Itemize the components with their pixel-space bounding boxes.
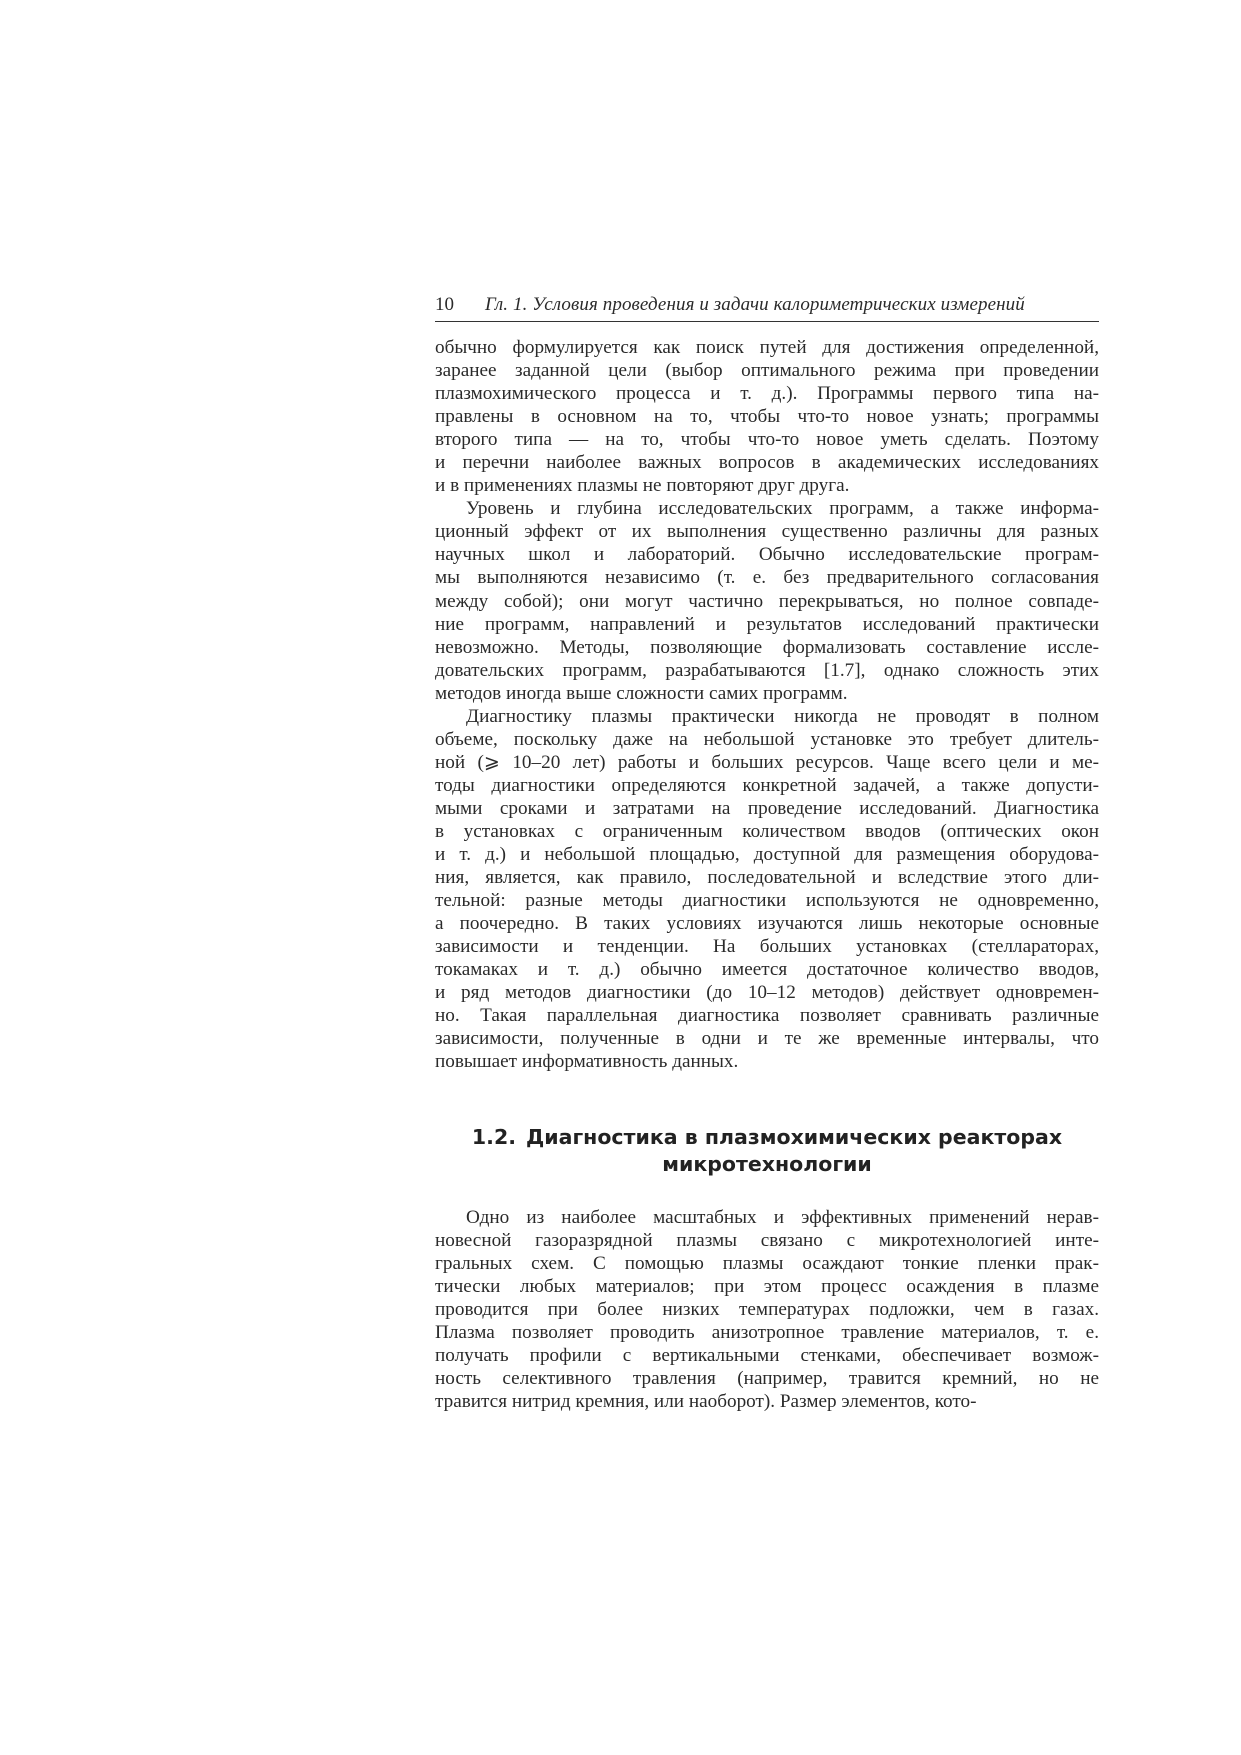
text-line: Уровень и глубина исследовательских программ, а также информа- — [466, 498, 1099, 520]
section-body-text — [435, 1206, 1099, 1413]
text-line: травится нитрид кремния, или наоборот). Размер элементов, кото- — [435, 1390, 977, 1412]
text-line: Плазма позволяет проводить анизотропное травление материалов, т. е. — [435, 1321, 1099, 1343]
text-line: и т. д.) и небольшой площадью, доступной для размещения оборудова- — [435, 844, 1099, 866]
running-title: Гл. 1. Условия проведения и задачи калориметрических измерений — [485, 294, 1025, 315]
text-line: тоды диагностики определяются конкретной задачей, а также допусти- — [435, 774, 1099, 796]
paragraph — [435, 336, 1099, 497]
text-line: а поочередно. В таких условиях изучаются лишь некоторые основные — [435, 913, 1099, 935]
text-line: довательских программ, разрабатываются [1.7], однако сложность этих — [435, 659, 1099, 681]
text-line: мы выполняются независимо (т. е. без предварительного согласования — [435, 567, 1099, 589]
text-line: и ряд методов диагностики (до 10–12 методов) действует одновремен- — [435, 982, 1099, 1004]
text-line: второго типа — на то, чтобы что-то новое уметь сделать. Поэтому — [435, 429, 1099, 451]
section-heading — [435, 1124, 1099, 1178]
body-text — [435, 336, 1099, 1074]
text-line: тельной: разные методы диагностики используются не одновременно, — [435, 890, 1099, 912]
text-line: гральных схем. С помощью плазмы осаждают тонкие пленки прак- — [435, 1252, 1099, 1274]
text-line: методов иногда выше сложности самих программ. — [435, 682, 848, 704]
text-line: и в применениях плазмы не повторяют друг друга. — [435, 475, 850, 497]
text-line: между собой); они могут частично перекрываться, но полное совпаде- — [435, 590, 1099, 612]
text-line: обычно формулируется как поиск путей для достижения определенной, — [435, 337, 1099, 358]
text-line: но. Такая параллельная диагностика позволяет сравнивать различные — [435, 1005, 1099, 1027]
page-number: 10 — [435, 294, 454, 315]
text-line: новесной газоразрядной плазмы связано с микротехнологией инте- — [435, 1229, 1099, 1251]
paragraph — [435, 497, 1099, 704]
text-line: объеме, поскольку даже на небольшой установке это требует длитель- — [435, 728, 1099, 750]
paragraph — [435, 705, 1099, 1074]
text-line: зависимости и тенденции. На больших установках (стеллараторах, — [435, 936, 1099, 958]
text-line: в установках с ограниченным количеством вводов (оптических окон — [435, 820, 1099, 842]
text-line: зависимости, полученные в одни и те же временные интервалы, что — [435, 1028, 1099, 1050]
text-line: получать профили с вертикальными стенками, обеспечивает возмож- — [435, 1344, 1099, 1366]
text-line: ность селективного травления (например, травится кремний, но не — [435, 1367, 1099, 1389]
text-line: токамаках и т. д.) обычно имеется достаточное количество вводов, — [435, 959, 1099, 981]
text-line: ния, является, как правило, последовательной и вследствие этого дли- — [435, 867, 1099, 889]
text-line: и перечни наиболее важных вопросов в академических исследованиях — [435, 452, 1099, 474]
paragraph — [435, 1206, 1099, 1413]
text-line: ной (⩾ 10–20 лет) работы и больших ресурсов. Чаще всего цели и ме- — [435, 751, 1099, 773]
section-number: 1.2. — [471, 1124, 517, 1149]
text-line: плазмохимического процесса и т. д.). Программы первого типа на- — [435, 383, 1099, 405]
text-line: тически любых материалов; при этом процесс осаждения в плазме — [435, 1275, 1099, 1297]
text-line: ние программ, направлений и результатов исследований практически — [435, 613, 1099, 635]
running-header — [435, 294, 1099, 322]
text-line: мыми сроками и затратами на проведение исследований. Диагностика — [435, 797, 1099, 819]
text-line: Одно из наиболее масштабных и эффективных применений нерав- — [466, 1206, 1099, 1228]
text-line: невозможно. Методы, позволяющие формализовать составление иссле- — [435, 636, 1099, 658]
section-title-line-1: Диагностика в плазмохимических реакторах — [526, 1124, 1063, 1149]
section-heading-line-1 — [435, 1124, 1099, 1151]
book-page — [435, 294, 1099, 1413]
section-title-line-2: микротехнологии — [662, 1151, 872, 1176]
text-line: повышает информативность данных. — [435, 1051, 739, 1073]
text-line: научных школ и лабораторий. Обычно исследовательские програм- — [435, 544, 1099, 566]
text-line: ционный эффект от их выполнения существенно различны для разных — [435, 521, 1099, 543]
text-line: правлены в основном на то, чтобы что-то новое узнать; программы — [435, 406, 1099, 428]
text-line: Диагностику плазмы практически никогда не проводят в полном — [466, 705, 1099, 727]
text-line: заранее заданной цели (выбор оптимального режима при проведении — [435, 360, 1099, 382]
text-line: проводится при более низких температурах подложки, чем в газах. — [435, 1298, 1099, 1320]
